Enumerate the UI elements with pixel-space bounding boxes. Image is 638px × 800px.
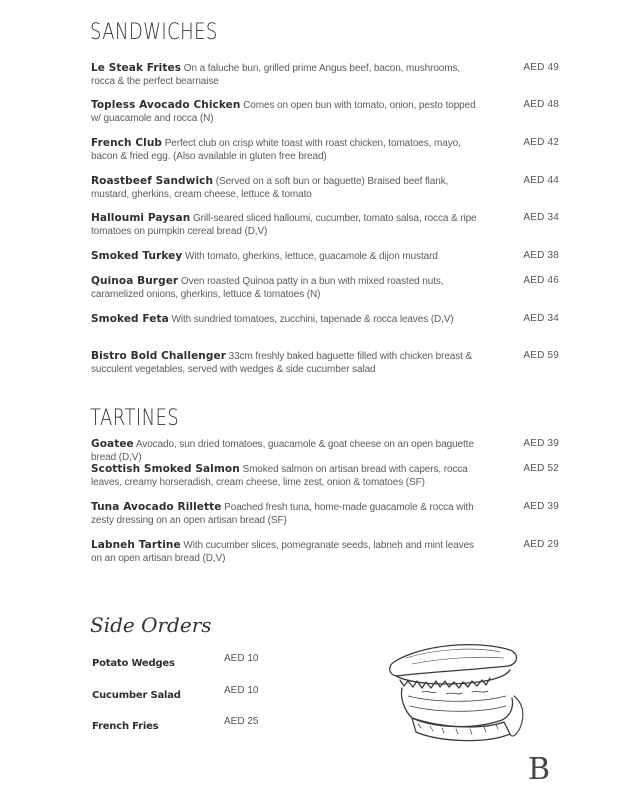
tartines-heading: TARTINES: [90, 406, 180, 431]
item-name: Bistro Bold Challenger: [91, 350, 226, 362]
item-price: AED 39: [523, 438, 559, 449]
menu-item: [91, 438, 559, 464]
item-name: Labneh Tartine: [91, 539, 181, 551]
item-description: On a faluche bun, grilled prime Angus beef, bacon, mushrooms, rocca & the perfect bearnaise: [91, 63, 461, 87]
item-price: AED 29: [523, 539, 559, 550]
item-price: AED 39: [523, 501, 559, 512]
side-order-row: [92, 653, 262, 671]
item-price: AED 34: [523, 212, 559, 223]
item-description: (Served on a soft bun or baguette) Braised beef flank, mustard, gherkins, cream cheese, lettuce & tomato: [91, 176, 449, 200]
item-description: Oven roasted Quinoa patty in a bun with mixed roasted nuts, caramelized onions, gherkins, lettuce & tomatoes (N): [91, 276, 444, 300]
side-order-name: Potato Wedges: [92, 658, 175, 669]
menu-item: [91, 501, 559, 527]
item-name: Topless Avocado Chicken: [91, 99, 241, 111]
side-order-price: AED 10: [224, 685, 259, 696]
item-name: Roastbeef Sandwich: [91, 175, 214, 187]
item-price: AED 52: [523, 463, 559, 474]
side-orders-heading: Side Orders: [90, 613, 212, 637]
item-name: Goatee: [91, 438, 134, 450]
side-order-name: French Fries: [92, 721, 159, 732]
menu-item: [91, 539, 559, 565]
side-order-name: Cucumber Salad: [92, 690, 181, 701]
item-name: Smoked Feta: [91, 313, 169, 325]
item-description: Poached fresh tuna, home-made guacamole & rocca with zesty dressing on an open artisan bread (SF): [91, 502, 474, 526]
menu-item: [91, 350, 559, 376]
item-description: With cucumber slices, pomegranate seeds, labneh and mint leaves on an open artisan bread (D,V): [91, 540, 474, 564]
side-order-row: [92, 685, 262, 703]
menu-item: [91, 250, 559, 263]
item-name: Halloumi Paysan: [91, 212, 191, 224]
item-name: French Club: [91, 137, 163, 149]
item-price: AED 46: [523, 275, 559, 286]
menu-item: [91, 313, 559, 326]
menu-item: [91, 463, 559, 489]
item-price: AED 48: [523, 99, 559, 110]
menu-item: [91, 175, 559, 201]
item-description: Comes on open bun with tomato, onion, pesto topped w/ guacamole and rocca (N): [91, 100, 476, 124]
menu-item: [91, 212, 559, 238]
sandwiches-heading: SANDWICHES: [90, 20, 218, 45]
item-description: With sundried tomatoes, zucchini, tapenade & rocca leaves (D,V): [171, 314, 454, 325]
item-price: AED 34: [523, 313, 559, 324]
side-order-row: [92, 716, 262, 734]
menu-item: [91, 137, 559, 163]
item-price: AED 44: [523, 175, 559, 186]
item-price: AED 42: [523, 137, 559, 148]
side-order-price: AED 10: [224, 653, 259, 664]
bistro-monogram: B: [528, 752, 551, 787]
side-order-price: AED 25: [224, 716, 259, 727]
menu-item: [91, 62, 559, 88]
item-price: AED 49: [523, 62, 559, 73]
menu-item: [91, 99, 559, 125]
item-name: Scottish Smoked Salmon: [91, 463, 240, 475]
item-price: AED 38: [523, 250, 559, 261]
item-name: Tuna Avocado Rillette: [91, 501, 222, 513]
item-price: AED 59: [523, 350, 559, 361]
menu-item: [91, 275, 559, 301]
item-name: Le Steak Frites: [91, 62, 182, 74]
sandwich-illustration: [382, 636, 532, 748]
item-description: Grill-seared sliced halloumi, cucumber, tomato salsa, rocca & ripe tomatoes on pumpkin cereal bread (D,V): [91, 213, 477, 237]
item-name: Quinoa Burger: [91, 275, 179, 287]
item-description: Perfect club on crisp white toast with roast chicken, tomatoes, mayo, bacon & fried egg. (Also available in gluten free bread): [91, 138, 461, 162]
item-description: Avocado, sun dried tomatoes, guacamole & goat cheese on an open baguette bread (D,V): [91, 439, 474, 463]
item-description: 33cm freshly baked baguette filled with chicken breast & succulent vegetables, served with wedges & side cucumber salad: [91, 351, 473, 375]
item-description: Smoked salmon on artisan bread with capers, rocca leaves, creamy horseradish, cream cheese, lime zest, onion & tomatoes (SF): [91, 464, 468, 488]
item-description: With tomato, gherkins, lettuce, guacamole & dijon mustard: [185, 251, 438, 262]
item-name: Smoked Turkey: [91, 250, 183, 262]
